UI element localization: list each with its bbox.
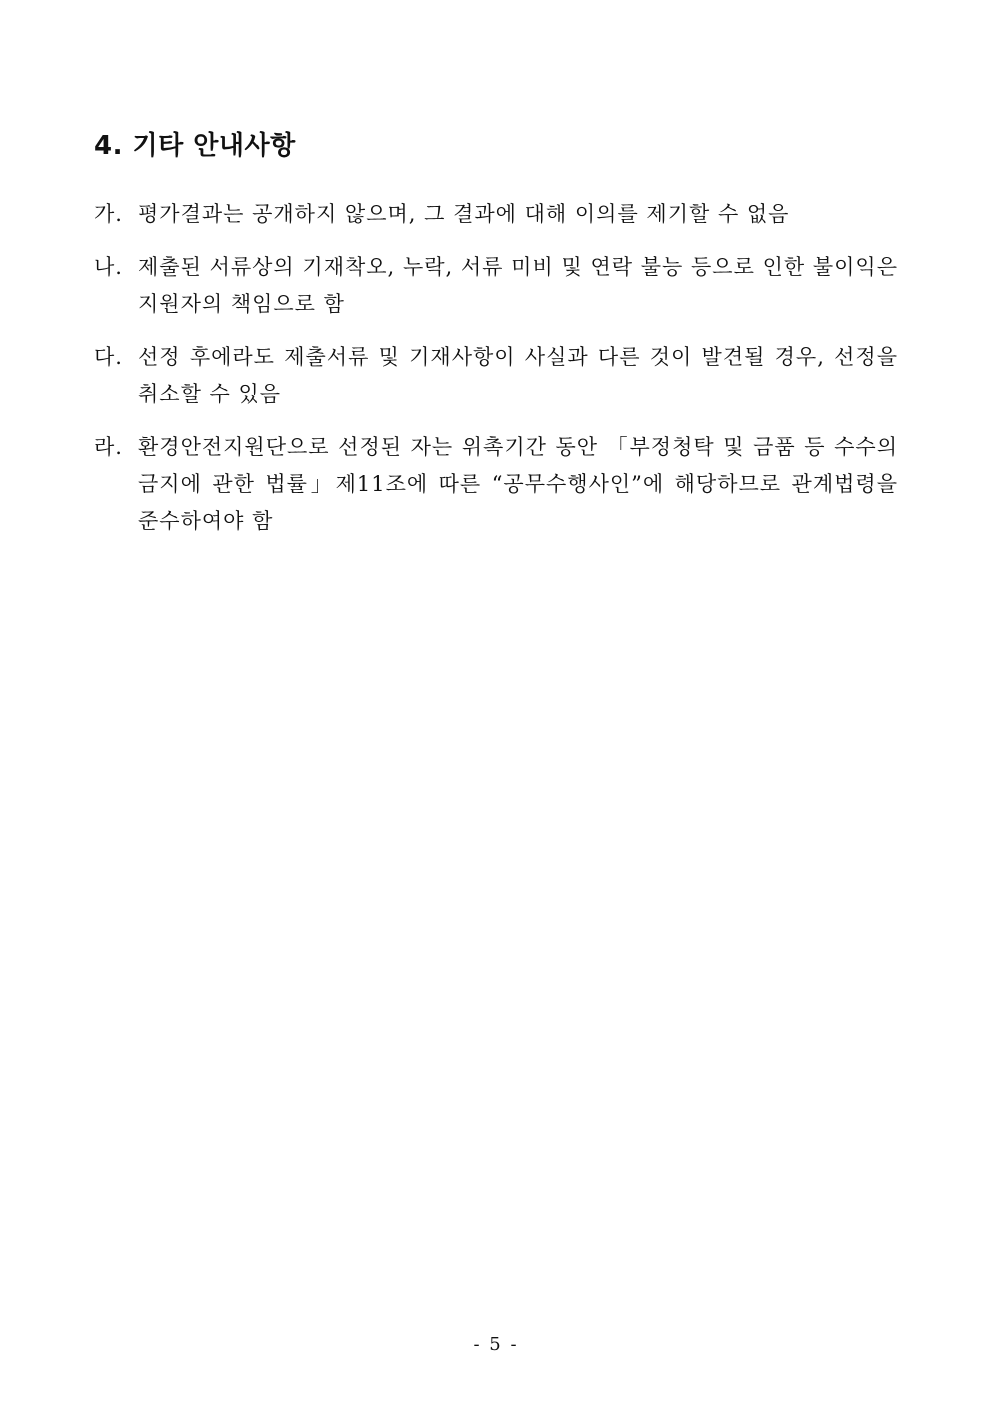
notice-list bbox=[94, 196, 898, 556]
item-marker: 다. bbox=[94, 345, 123, 369]
item-text: 선정 후에라도 제출서류 및 기재사항이 사실과 다른 것이 발견될 경우, 선정을 취소할 수 있음 bbox=[138, 345, 898, 406]
item-marker: 가. bbox=[94, 202, 123, 226]
item-text: 평가결과는 공개하지 않으며, 그 결과에 대해 이의를 제기할 수 없음 bbox=[138, 202, 790, 226]
list-item bbox=[94, 429, 898, 540]
list-item bbox=[94, 249, 898, 323]
page-number: - 5 - bbox=[473, 1334, 519, 1355]
list-item bbox=[94, 196, 898, 233]
item-text: 환경안전지원단으로 선정된 자는 위촉기간 동안 「부정청탁 및 금품 등 수수의 금지에 관한 법률」제11조에 따른 “공무수행사인”에 해당하므로 관계법령을 준수하여야 함 bbox=[138, 435, 898, 533]
item-marker: 라. bbox=[94, 435, 123, 459]
item-text: 제출된 서류상의 기재착오, 누락, 서류 미비 및 연락 불능 등으로 인한 불이익은 지원자의 책임으로 함 bbox=[138, 255, 898, 316]
list-item bbox=[94, 339, 898, 413]
section-title: 4. 기타 안내사항 bbox=[94, 131, 296, 161]
item-marker: 나. bbox=[94, 255, 123, 279]
